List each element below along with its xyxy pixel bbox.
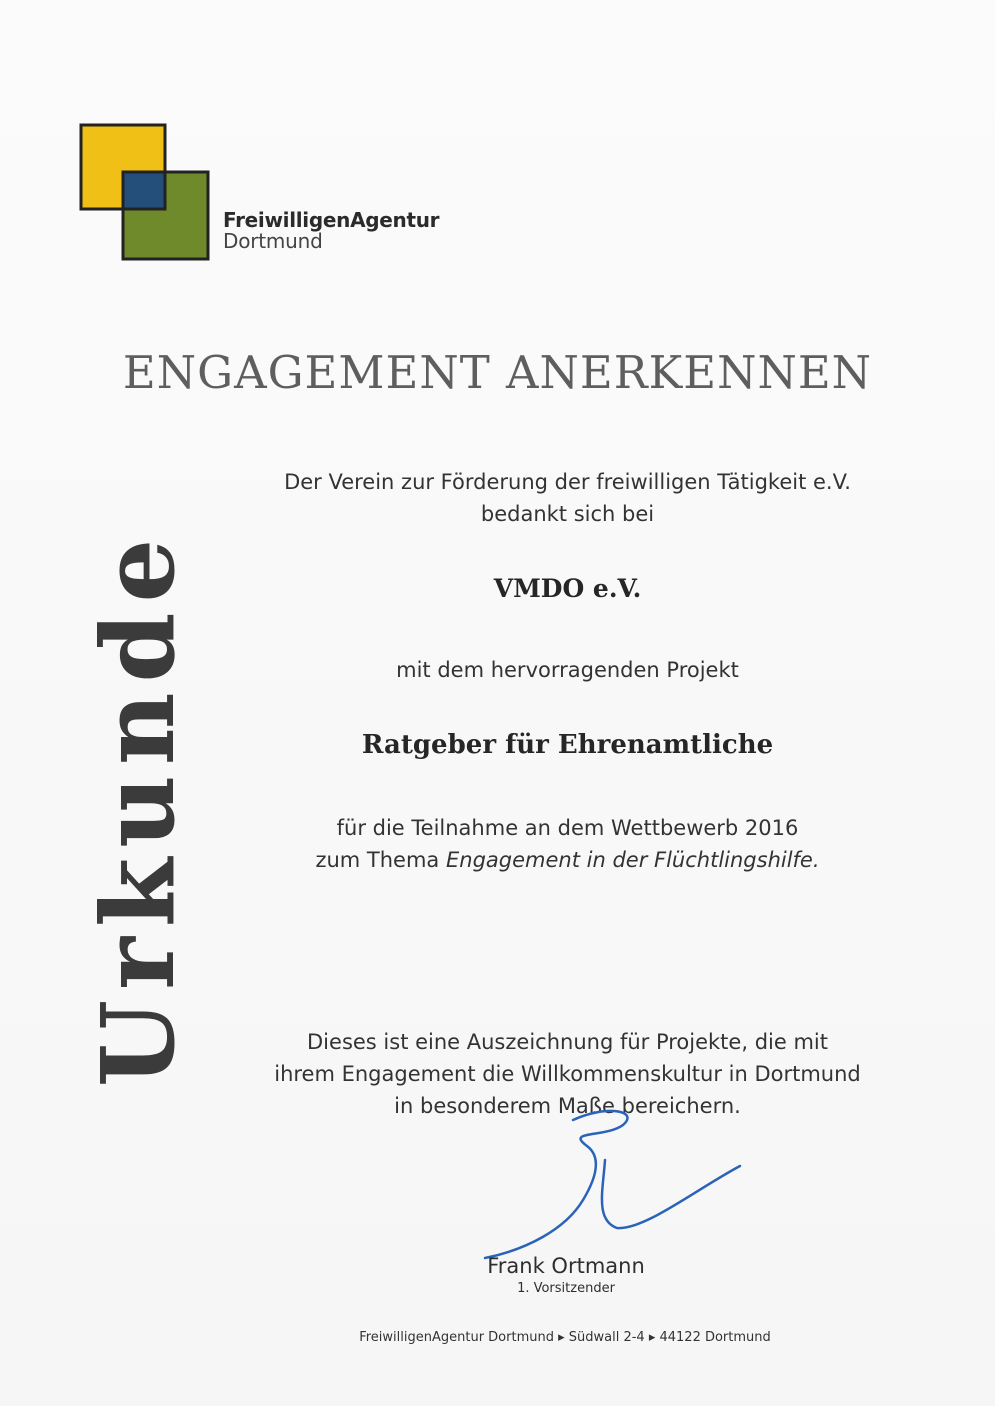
signer-role: 1. Vorsitzender (517, 1281, 615, 1296)
competition-line-2 (220, 844, 915, 876)
recipient-name: VMDO e.V. (493, 574, 642, 603)
intro-line-1: Der Verein zur Förderung der freiwilligen Tätigkeit e.V. (284, 470, 851, 494)
competition-topic: Engagement in der Flüchtlingshilfe. (446, 848, 820, 872)
logo-mark-icon (78, 122, 213, 264)
intro-line-2: bedankt sich bei (480, 502, 655, 526)
project-intro-block (220, 654, 915, 686)
project-name: Ratgeber für Ehrenamtliche (361, 730, 774, 760)
logo-city: Dortmund (223, 229, 323, 253)
competition-prefix: zum Thema (315, 848, 440, 872)
competition-line-1: für die Teilnahme an dem Wettbewerb 2016 (336, 816, 799, 840)
vertical-title: Urkunde (79, 528, 197, 1088)
competition-block (220, 812, 915, 876)
intro-block (220, 466, 915, 530)
signer-name: Frank Ortmann (487, 1254, 645, 1278)
freiwilligenagentur-logo (78, 122, 498, 272)
page-title: ENGAGEMENT ANERKENNEN (122, 346, 873, 399)
logo-wordmark (223, 210, 439, 252)
award-line-3: in besonderem Maße bereichern. (394, 1094, 741, 1118)
recipient-block (220, 574, 915, 603)
logo-name: FreiwilligenAgentur (223, 208, 440, 232)
signature-stroke-2 (602, 1160, 740, 1228)
project-intro: mit dem hervorragenden Projekt (396, 658, 739, 682)
award-line-1: Dieses ist eine Auszeichnung für Projekte, die mit (307, 1030, 828, 1054)
project-block (220, 730, 915, 760)
footer-address: FreiwilligenAgentur Dortmund ▸ Südwall 2-4 ▸ 44122 Dortmund (359, 1330, 771, 1345)
signer-block (466, 1252, 666, 1298)
award-line-2: ihrem Engagement die Willkommenskultur in Dortmund (274, 1062, 861, 1086)
signature-stroke-1 (485, 1111, 627, 1258)
handwritten-signature (455, 1100, 755, 1270)
